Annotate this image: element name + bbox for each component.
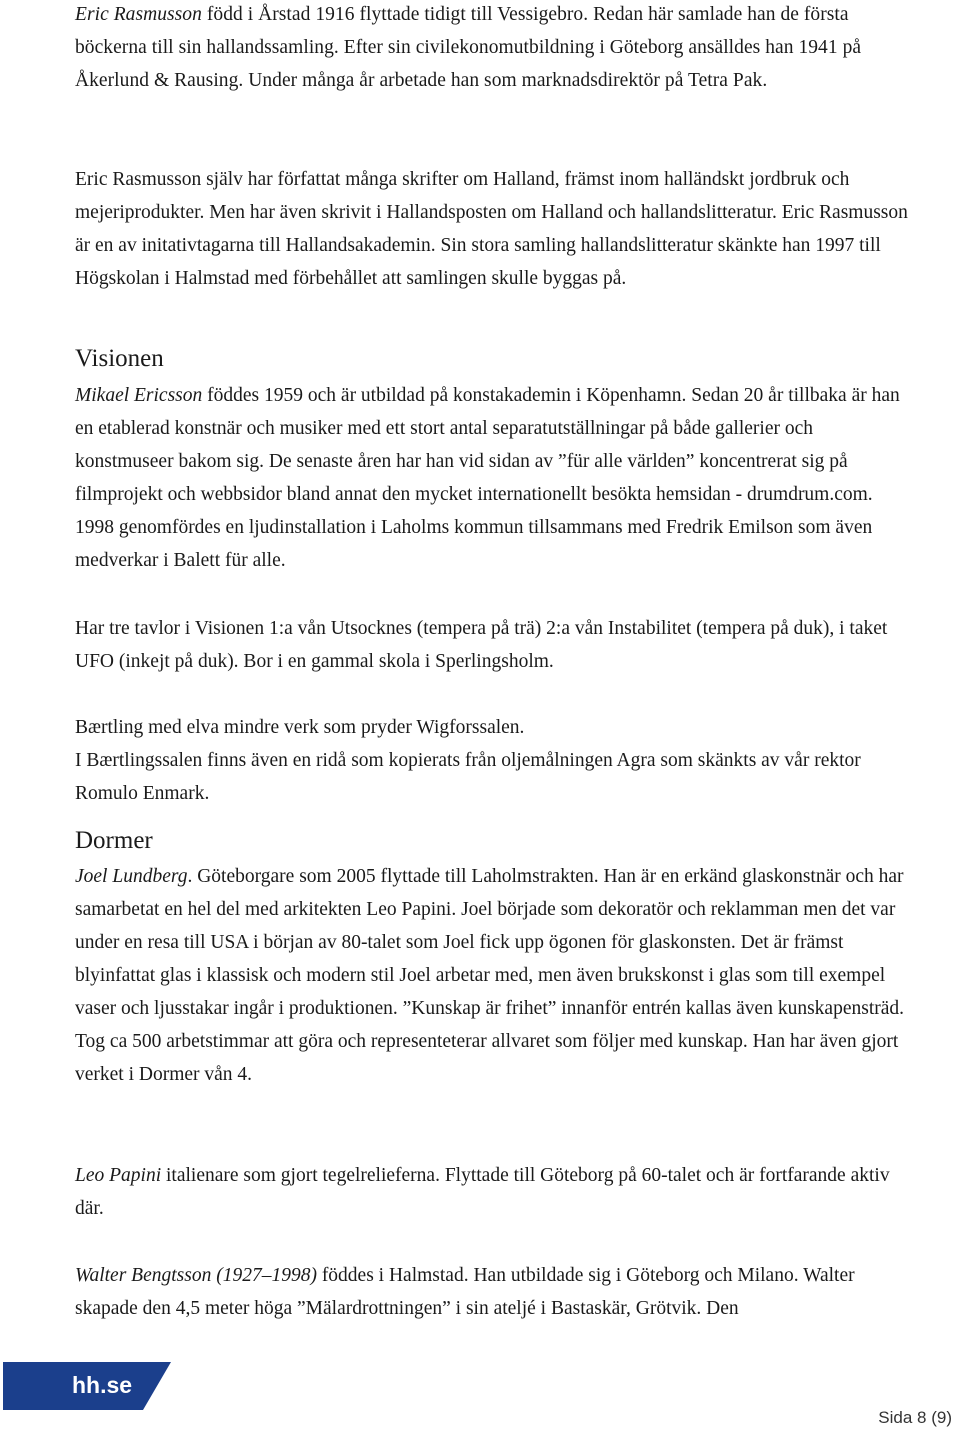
paragraph-text: . Göteborgare som 2005 flyttade till Laholmstrakten. Han är en erkänd glaskonstnär och har samarbetat en hel del med arkitekten Leo Papini. Joel började som dekoratör och reklamman men det var under en resa till USA i början av 80-talet som Joel fick upp ögonen för glaskonsten. Det är främst blyinfattat glas i klassisk och modern stil Joel arbetar med, men även brukskonst i glas som till exempel vaser och ljusstakar ingår i produktionen. ”Kunskap är frihet” innanför entrén kallas även kunskapensträd. Tog ca 500 arbetstimmar att göra och representeterar allvaret som följer med kunskap. Han har även gjort verket i Dormer vån 4.: [75, 866, 905, 1085]
paragraph-walter-bengtsson: [75, 1259, 915, 1325]
paragraph-joel-lundberg: [75, 860, 915, 1091]
section-heading-visionen: Visionen: [75, 345, 164, 372]
paragraph-text: föddes i Halmstad. Han utbildade sig i Göteborg och Milano. Walter skapade den 4,5 meter höga ”Mälardrottningen” i sin ateljé i Bastaskär, Grötvik. Den: [75, 1265, 855, 1319]
paragraph-text: föddes 1959 och är utbildad på konstakademin i Köpenhamn. Sedan 20 år tillbaka är han en etablerad konstnär och musiker med ett stort antal separatutställningar på både gallerier och konstmuseer bakom sig. De senaste åren har han vid sidan av ”für alle världen” koncentrerat sig på filmprojekt och webbsidor bland annat den mycket internationellt besökta hemsidan - drumdrum.com. 1998 genomfördes en ljudinstallation i Laholms kommun tillsammans med Fredrik Emilson som även medverkar i Balett für alle.: [75, 385, 900, 571]
person-name: Walter Bengtsson (1927–1998): [75, 1265, 317, 1286]
logo-text[interactable]: hh.se: [72, 1372, 133, 1398]
paragraph-baertling: [75, 711, 915, 810]
person-name: Mikael Ericsson: [75, 385, 203, 406]
paragraph-text: italienare som gjort tegelrelieferna. Flyttade till Göteborg på 60-talet och är fortfarande aktiv där.: [75, 1165, 890, 1219]
paragraph-mikael-ericsson: [75, 379, 915, 577]
page-number: Sida 8 (9): [878, 1408, 952, 1427]
paragraph-text: Eric Rasmusson själv har författat många skrifter om Halland, främst inom halländskt jordbruk och mejeriprodukter. Men har även skrivit i Hallandsposten om Halland och hallandslitteratur. Eric Rasmusson är en av initativtagarna till Hallandsakademin. Sin stora samling hallandslitteratur skänkte han 1997 till Högskolan i Halmstad med förbehållet att samlingen skulle byggas på.: [75, 169, 908, 289]
person-name: Leo Papini: [75, 1165, 162, 1186]
paragraph-text: Har tre tavlor i Visionen 1:a vån Utsocknes (tempera på trä) 2:a vån Instabilitet (tempera på duk), i taket UFO (inkejt på duk). Bor i en gammal skola i Sperlingsholm.: [75, 618, 888, 672]
person-name: Eric Rasmusson: [75, 4, 202, 25]
paragraph-eric-rasmusson-works: [75, 163, 915, 295]
paragraph-text: Bærtling med elva mindre verk som pryder Wigforssalen.: [75, 717, 525, 738]
paragraph-text: I Bærtlingssalen finns även en ridå som kopierats från oljemålningen Agra som skänkts av vår rektor Romulo Enmark.: [75, 750, 861, 804]
section-heading-dormer: Dormer: [75, 827, 153, 854]
paragraph-visionen-tavlor: [75, 612, 915, 678]
paragraph-leo-papini: [75, 1159, 915, 1225]
paragraph-text: född i Årstad 1916 flyttade tidigt till Vessigebro. Redan här samlade han de första böckerna till sin hallandssamling. Efter sin civilekonomutbildning i Göteborg ansälldes han 1941 på Åkerlund & Rausing. Under många år arbetade han som marknadsdirektör på Tetra Pak.: [75, 4, 862, 91]
person-name: Joel Lundberg: [75, 866, 188, 887]
paragraph-eric-rasmusson-bio: [75, 0, 915, 97]
